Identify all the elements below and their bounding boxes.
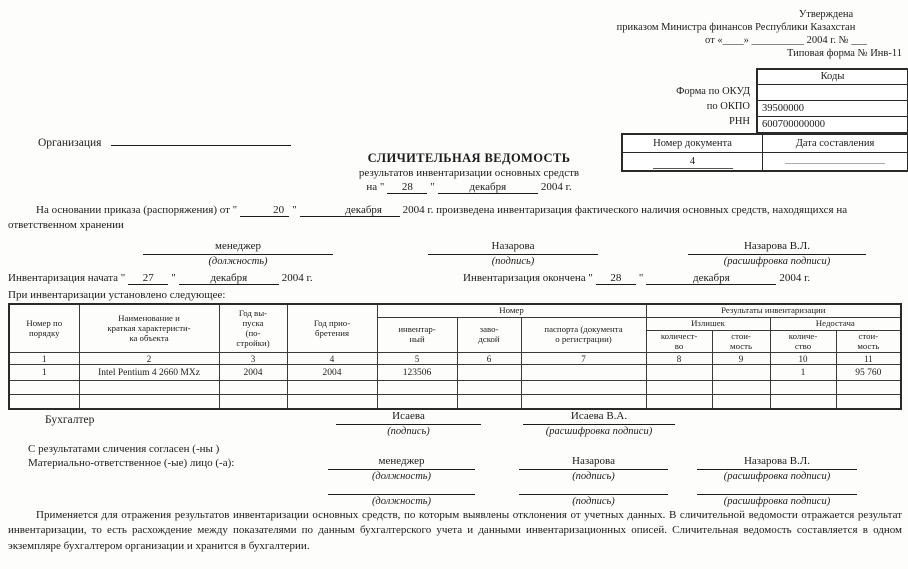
title-date-month: декабря (438, 181, 538, 194)
form-title-block (0, 151, 908, 194)
codes-value-rnn: 600700000000 (762, 119, 825, 130)
table-cell (521, 365, 646, 381)
accountant-label: Бухгалтер (45, 414, 95, 426)
form-title: СЛИЧИТЕЛЬНАЯ ВЕДОМОСТЬ (367, 151, 571, 165)
inventory-end-month: декабря (646, 272, 776, 285)
table-cell (836, 381, 901, 395)
order-day: 20 (240, 204, 289, 217)
col-number: 10 (770, 353, 836, 365)
quote: " (638, 272, 644, 284)
codes-label-rnn: РНН (728, 116, 750, 127)
table-header-row-1 (9, 304, 901, 317)
table-row (9, 395, 901, 410)
col-header-shortage-cost: стои- мость (836, 330, 901, 353)
signature-caption: (расшифровка подписи) (723, 496, 831, 507)
table-cell (79, 381, 219, 395)
col-number: 8 (646, 353, 712, 365)
table-cell (79, 395, 219, 410)
mol-name (697, 455, 857, 483)
inventory-start-day: 27 (128, 272, 168, 285)
table-row (9, 381, 901, 395)
codes-labels (560, 84, 750, 129)
col-number: 6 (457, 353, 521, 365)
inventory-dates-row (8, 272, 902, 285)
signature-blank (519, 480, 668, 495)
table-cell (521, 381, 646, 395)
signature-value: Назарова В.Л. (697, 455, 857, 470)
organization-label: Организация (38, 137, 102, 149)
col-number: 1 (9, 353, 79, 365)
col-group-results: Результаты инвентаризации (646, 304, 901, 317)
inventory-start-label: Инвентаризация начата (8, 272, 119, 284)
col-header-name: Наименование и краткая характеристи- ка объекта (79, 304, 219, 353)
accountant-sign (336, 410, 481, 438)
inventory-end-year: 2004 г. (779, 272, 811, 284)
signature-sign-top (428, 240, 598, 268)
table-cell (9, 381, 79, 395)
table-cell (770, 381, 836, 395)
col-number: 7 (521, 353, 646, 365)
doc-number-value: 4 (653, 155, 733, 169)
table-cell: Intel Pentium 4 2660 MXz (79, 365, 219, 381)
col-header-order-number: Номер по порядку (9, 304, 79, 353)
codes-label-okud: Форма по ОКУД (676, 86, 750, 97)
col-group-surplus: Излишек (646, 317, 770, 330)
table-cell (712, 395, 770, 410)
table-cell (712, 365, 770, 381)
signature-value: Назарова (428, 240, 598, 255)
signature-caption: (расшифровка подписи) (723, 256, 831, 267)
signature-value: менеджер (143, 240, 333, 255)
title-date-quote: " (430, 181, 435, 193)
table-cell (646, 365, 712, 381)
codes-box (756, 68, 908, 134)
table-cell: 1 (9, 365, 79, 381)
col-number: 3 (219, 353, 287, 365)
codes-box-header: Коды (758, 70, 907, 85)
approval-line-2: приказом Министра финансов Республики Казахстан (616, 22, 856, 34)
table-cell (770, 395, 836, 410)
table-cell (457, 395, 521, 410)
mol2-sign (519, 480, 668, 508)
mol2-role (328, 480, 475, 508)
column-number-row (9, 353, 901, 365)
doc-date-header: Дата составления (763, 135, 907, 153)
table-cell (836, 395, 901, 410)
signature-caption: (подпись) (572, 496, 615, 507)
approval-line-3: от «____» __________ 2004 г. № ___ (705, 35, 867, 47)
signature-caption: (должность) (371, 471, 432, 482)
table-cell (377, 395, 457, 410)
table-cell: 1 (770, 365, 836, 381)
table-cell (521, 395, 646, 410)
signature-value: Назарова В.Л. (688, 240, 866, 255)
codes-value-okud (758, 85, 907, 101)
inventory-start-line (8, 272, 313, 284)
quote: " (171, 272, 176, 284)
title-date-prefix: на " (366, 181, 385, 193)
inventory-end-line (463, 272, 810, 285)
organization-blank-line (111, 133, 291, 146)
results-table (8, 303, 902, 410)
table-cell (712, 381, 770, 395)
mol-role (328, 455, 475, 483)
mol-sign (519, 455, 668, 483)
signature-caption: (подпись) (387, 426, 430, 437)
col-header-surplus-cost: стои- мость (712, 330, 770, 353)
codes-label-okpo: по ОКПО (706, 101, 750, 112)
order-month: декабря (300, 204, 400, 217)
order-paragraph (8, 203, 902, 233)
table-cell (9, 395, 79, 410)
table-cell (457, 381, 521, 395)
order-quote: " (292, 204, 297, 216)
accountant-name (523, 410, 675, 438)
table-cell: 2004 (219, 365, 287, 381)
title-date-day: 28 (387, 181, 427, 194)
col-header-factory-number: заво- дской (457, 317, 521, 353)
col-number: 9 (712, 353, 770, 365)
quote: " (120, 272, 126, 284)
table-cell (219, 381, 287, 395)
title-date-year: 2004 г. (540, 181, 572, 193)
signature-caption: (должность) (371, 496, 432, 507)
approval-block (566, 8, 906, 61)
col-number: 4 (287, 353, 377, 365)
approval-form-number: Типовая форма № Инв-11 (787, 48, 902, 60)
established-line: При инвентаризации установлено следующее: (8, 289, 226, 301)
col-header-year-made: Год вы- пуска (по- стройки) (219, 304, 287, 353)
col-group-shortage: Недостача (770, 317, 901, 330)
inventory-start-month: декабря (179, 272, 279, 285)
note-paragraph: Применяется для отражения результатов инвентаризации основных средств, по которым выявлены отклонения от учетных данных. В сличительной ведомости отражается результат инвентаризации, то есть расхождение между показателями по данным бухгалтерского учета и данными инвентаризационных описей. Сличительная ведомость составляется в одном экземпляре бухгалтером организации и хранится в бухгалтерии. (8, 509, 902, 552)
signature-value: Назарова (519, 455, 668, 470)
table-cell (377, 381, 457, 395)
col-header-year-acquired: Год прио- бретения (287, 304, 377, 353)
col-number: 5 (377, 353, 457, 365)
col-header-shortage-qty: количе- ство (770, 330, 836, 353)
mol-label: Материально-ответственное (-ые) лицо (-а): (28, 457, 235, 469)
table-cell: 95 760 (836, 365, 901, 381)
table-cell (287, 381, 377, 395)
inventory-end-label: Инвентаризация окончена (463, 272, 586, 284)
agree-line: С результатами сличения согласен (-ны ) (28, 443, 220, 455)
mol2-name (697, 480, 857, 508)
codes-value-okpo: 39500000 (758, 101, 907, 117)
col-header-surplus-qty: количест- во (646, 330, 712, 353)
form-subtitle: результатов инвентаризации основных средств (358, 167, 580, 179)
table-cell (219, 395, 287, 410)
signature-caption: (расшифровка подписи) (545, 426, 653, 437)
table-cell (646, 395, 712, 410)
signature-role-top (143, 240, 333, 268)
signature-caption: (расшифровка подписи) (723, 471, 831, 482)
inventory-end-day: 28 (596, 272, 636, 285)
inventory-start-year: 2004 г. (281, 272, 313, 284)
col-group-number: Номер (377, 304, 646, 317)
signature-caption: (должность) (208, 256, 268, 267)
organization-row (38, 133, 291, 149)
col-number: 2 (79, 353, 219, 365)
signature-name-top (688, 240, 866, 268)
signature-value: менеджер (328, 455, 475, 470)
col-header-inventory-number: инвентар- ный (377, 317, 457, 353)
table-cell (646, 381, 712, 395)
order-text-before: На основании приказа (распоряжения) от " (36, 204, 238, 216)
approval-line-1: Утверждена (798, 9, 854, 20)
table-row (9, 365, 901, 381)
signature-blank (697, 480, 857, 495)
doc-number-header: Номер документа (623, 135, 763, 153)
signature-value: Исаева В.А. (523, 410, 675, 425)
order-text-after: 2004 г. произведена инвентаризация фактического наличия основных средств, находящихся на ответственном хранении (8, 204, 848, 231)
form-date-line (30, 181, 908, 194)
signature-blank (328, 480, 475, 495)
col-header-passport: паспорта (документа о регистрации) (521, 317, 646, 353)
table-cell (457, 365, 521, 381)
signature-caption: (подпись) (572, 471, 615, 482)
table-cell: 2004 (287, 365, 377, 381)
col-number: 11 (836, 353, 901, 365)
signature-caption: (подпись) (491, 256, 535, 267)
signature-value: Исаева (336, 410, 481, 425)
table-cell (287, 395, 377, 410)
quote: " (588, 272, 593, 284)
table-cell: 123506 (377, 365, 457, 381)
